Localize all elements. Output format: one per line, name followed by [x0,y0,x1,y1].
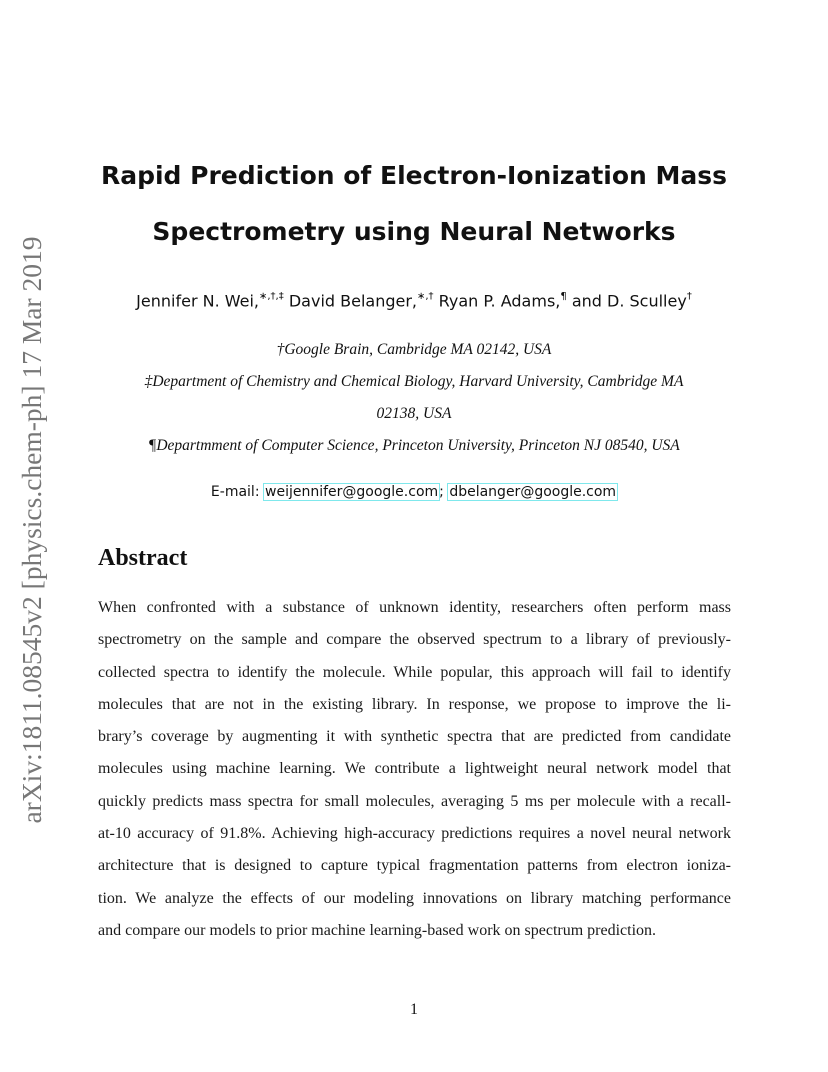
abstract-body [98,592,731,947]
affiliations [100,334,728,462]
affiliation-line: ¶Departmment of Computer Science, Princeton University, Princeton NJ 08540, USA [148,437,680,454]
abstract-line: quickly predicts mass spectra for small molecules, averaging 5 ms per molecule with a recall- [98,792,731,810]
affiliation-line: †Google Brain, Cambridge MA 02142, USA [276,341,552,358]
abstract-line: collected spectra to identify the molecule. While popular, this approach will fail to identify [98,663,731,681]
author-affiliation-marks: ∗,†,‡ [259,291,284,302]
title-line-2: Spectrometry using Neural Networks [152,217,676,246]
email-separator: ; [439,484,444,500]
abstract-line: architecture that is designed to capture typical fragmentation patterns from electron ioniza- [98,857,731,875]
arxiv-side-identifier: arXiv:1811.08545v2 [physics.chem-ph] 17 Mar 2019 [16,236,47,824]
email-line [60,480,768,504]
email-link-wei[interactable]: weijennifer@google.com [265,484,439,500]
author-list [60,284,768,315]
author-name: and D. Sculley [571,291,687,311]
author-name: Jennifer N. Wei, [136,291,259,311]
abstract-line: brary’s coverage by augmenting it with synthetic spectra that are predicted from candidate [98,728,731,746]
author-affiliation-marks: ¶ [560,291,567,302]
paper-title [60,148,768,260]
email-label: E-mail: [210,484,260,500]
affiliation-line: 02138, USA [376,405,452,422]
author-name: Ryan P. Adams, [438,291,561,311]
author-affiliation-marks: ∗,† [417,291,434,302]
abstract-line: and compare our models to prior machine learning-based work on spectrum prediction. [98,921,657,939]
affiliation-line: ‡Department of Chemistry and Chemical Biology, Harvard University, Cambridge MA [144,373,684,390]
author-affiliation-marks: † [686,291,692,302]
page-number: 1 [410,1001,418,1018]
email-link-belanger[interactable]: dbelanger@google.com [449,484,617,500]
author-name: David Belanger, [288,291,417,311]
abstract-line: at-10 accuracy of 91.8%. Achieving high-accuracy predictions requires a novel neural network [98,825,731,843]
abstract-heading: Abstract [98,545,188,571]
title-line-1: Rapid Prediction of Electron-Ionization Mass [100,161,728,190]
abstract-line: tion. We analyze the effects of our modeling innovations on library matching performance [98,889,731,907]
abstract-line: molecules that are not in the existing library. In response, we propose to improve the li- [98,695,731,713]
abstract-line: molecules using machine learning. We contribute a lightweight neural network model that [98,760,731,778]
abstract-line: spectrometry on the sample and compare the observed spectrum to a library of previously- [98,631,731,649]
abstract-line: When confronted with a substance of unknown identity, researchers often perform mass [98,599,731,616]
